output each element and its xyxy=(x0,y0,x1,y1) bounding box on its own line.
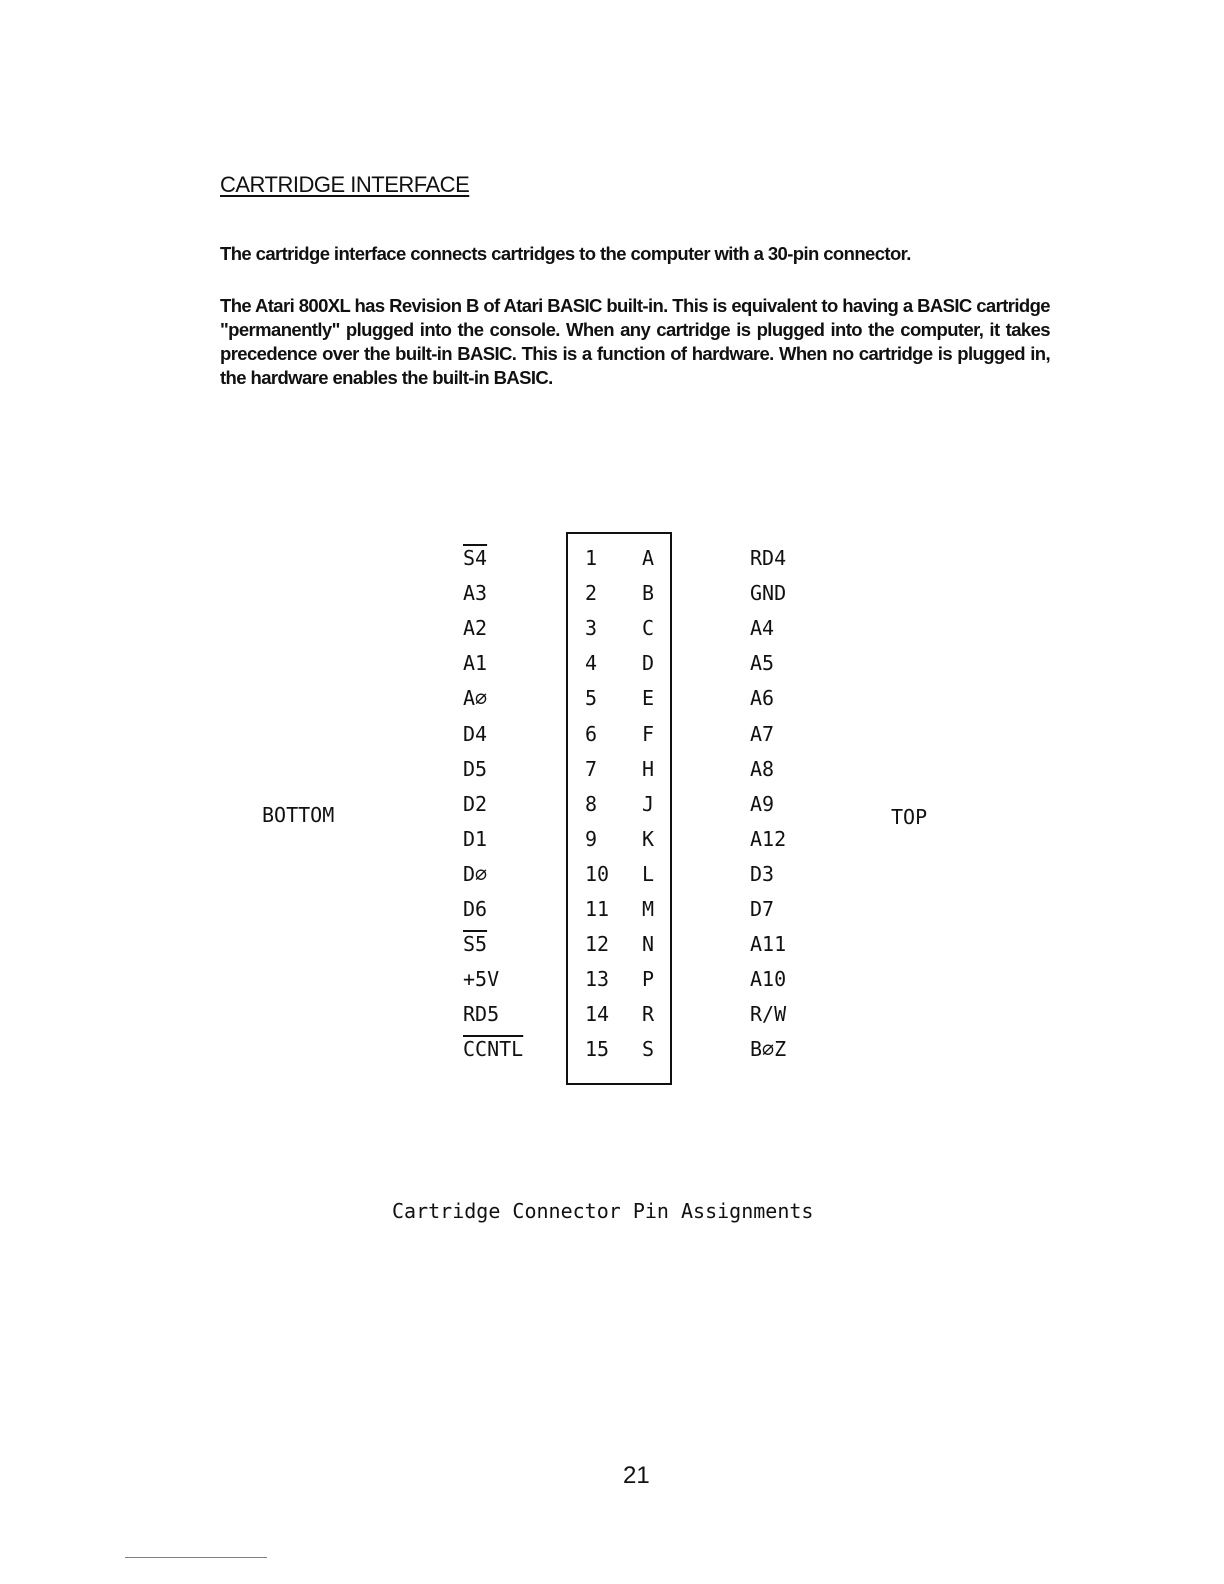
bottom-label: BOTTOM xyxy=(262,803,335,827)
pin-signal-top: A12 xyxy=(750,827,787,851)
pin-letter: E xyxy=(642,686,655,710)
pin-signal-top: A4 xyxy=(750,616,775,640)
pin-signal-bottom: +5V xyxy=(463,967,500,991)
pin-letter: D xyxy=(642,651,655,675)
pin-signal-bottom: A2 xyxy=(463,616,488,640)
pin-letter: M xyxy=(642,897,655,921)
pin-signal-top: A7 xyxy=(750,722,775,746)
pin-letter: L xyxy=(642,862,655,886)
pin-signal-bottom: S4 xyxy=(463,546,488,570)
pin-signal-bottom: D5 xyxy=(463,757,488,781)
section-heading: CARTRIDGE INTERFACE xyxy=(220,172,470,197)
pin-signal-bottom: D2 xyxy=(463,792,488,816)
pin-signal-top: A9 xyxy=(750,792,775,816)
pin-number: 9 xyxy=(585,827,598,851)
intro-paragraph: The cartridge interface connects cartridges to the computer with a 30-pin connector. xyxy=(220,243,911,264)
connector-outline xyxy=(566,532,672,1085)
pin-number: 4 xyxy=(585,651,598,675)
pin-signal-bottom: RD5 xyxy=(463,1002,500,1026)
pin-signal-bottom: D6 xyxy=(463,897,488,921)
pin-signal-bottom: A3 xyxy=(463,581,488,605)
pin-signal-top: D3 xyxy=(750,862,775,886)
pin-signal-bottom: A∅ xyxy=(463,686,488,710)
pin-number: 5 xyxy=(585,686,598,710)
pin-signal-bottom: D4 xyxy=(463,722,488,746)
pin-letter: R xyxy=(642,1002,655,1026)
pin-signal-bottom: S5 xyxy=(463,932,488,956)
pin-number: 1 xyxy=(585,546,598,570)
pin-signal-top: A5 xyxy=(750,651,775,675)
pin-letter: C xyxy=(642,616,655,640)
pin-signal-top: RD4 xyxy=(750,546,787,570)
pin-signal-bottom: A1 xyxy=(463,651,488,675)
pin-number: 7 xyxy=(585,757,598,781)
pin-signal-top: A10 xyxy=(750,967,787,991)
pin-number: 11 xyxy=(585,897,610,921)
pin-number: 6 xyxy=(585,722,598,746)
pin-letter: A xyxy=(642,546,655,570)
pin-number: 12 xyxy=(585,932,610,956)
pin-number: 14 xyxy=(585,1002,610,1026)
basic-paragraph: The Atari 800XL has Revision B of Atari BASIC built-in. This is equivalent to having a BASIC cartridge "permanently" plugged into the console. When any cartridge is plugged into the computer, it takes precedence over the built-in BASIC. This is a function of hardware. When no cartridge is plugged in, the hardware enables the built-in BASIC. xyxy=(220,295,1050,388)
pin-number: 10 xyxy=(585,862,610,886)
pin-signal-bottom: D1 xyxy=(463,827,488,851)
pin-signal-top: A6 xyxy=(750,686,775,710)
pin-signal-top: D7 xyxy=(750,897,775,921)
pin-signal-top: R/W xyxy=(750,1002,787,1026)
pin-letter: J xyxy=(642,792,655,816)
pin-number: 8 xyxy=(585,792,598,816)
pin-number: 13 xyxy=(585,967,610,991)
pin-signal-bottom: D∅ xyxy=(463,862,488,886)
pin-letter: B xyxy=(642,581,655,605)
pin-signal-top: A11 xyxy=(750,932,787,956)
pin-letter: K xyxy=(642,827,655,851)
pin-letter: H xyxy=(642,757,655,781)
pin-letter: S xyxy=(642,1037,655,1061)
pin-number: 15 xyxy=(585,1037,610,1061)
pin-letter: F xyxy=(642,722,655,746)
pin-signal-bottom: CCNTL xyxy=(463,1037,524,1061)
pin-signal-top: B∅Z xyxy=(750,1037,787,1061)
footer-rule xyxy=(125,1557,267,1558)
page-number: 21 xyxy=(623,1462,650,1489)
pin-number: 2 xyxy=(585,581,598,605)
pin-letter: P xyxy=(642,967,655,991)
top-label: TOP xyxy=(891,805,928,829)
pin-signal-top: A8 xyxy=(750,757,775,781)
pin-signal-top: GND xyxy=(750,581,787,605)
figure-caption: Cartridge Connector Pin Assignments xyxy=(392,1199,814,1223)
pin-letter: N xyxy=(642,932,655,956)
pin-number: 3 xyxy=(585,616,598,640)
